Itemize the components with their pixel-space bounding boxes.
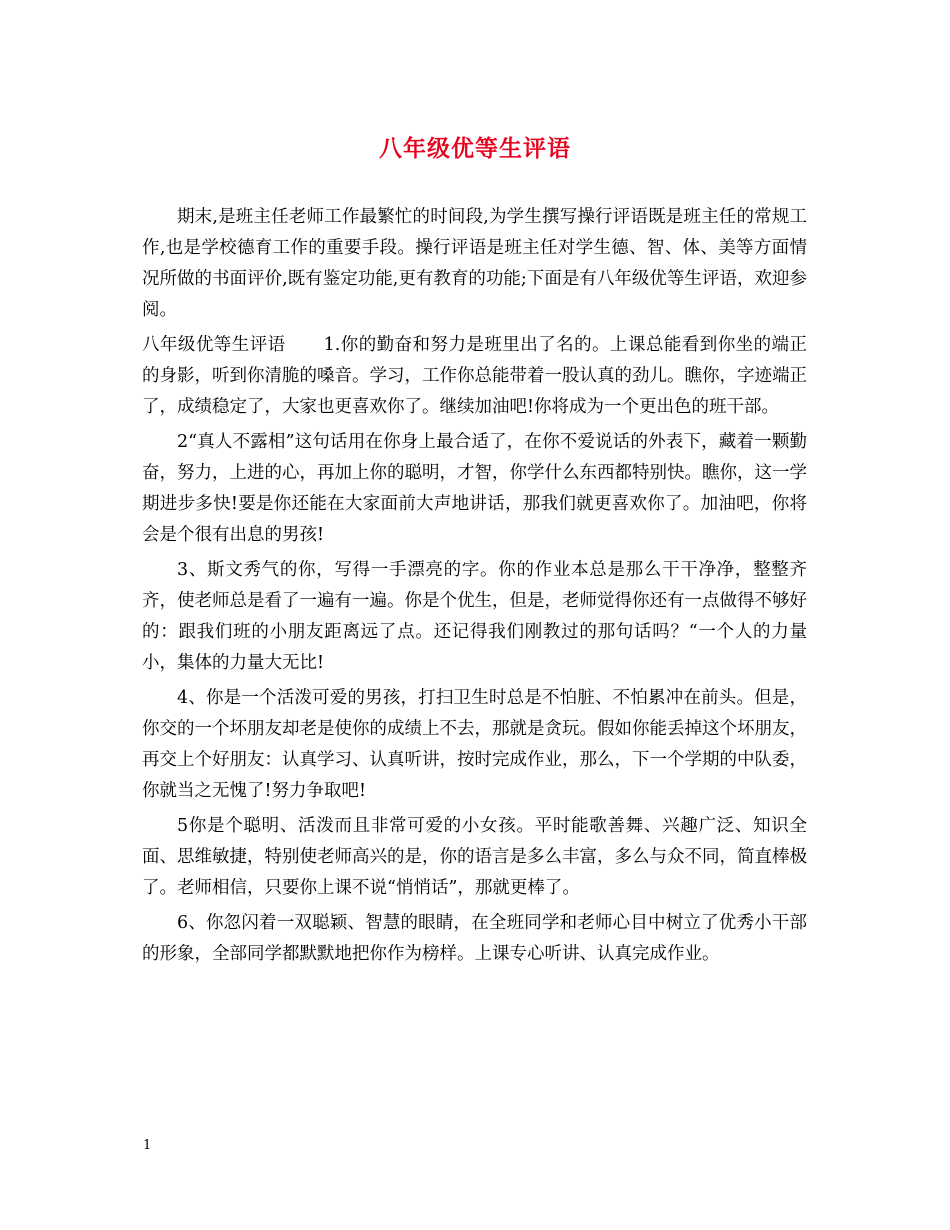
comment-6: 6、你忽闪着一双聪颖、智慧的眼睛，在全班同学和老师心目中树立了优秀小干部的形象，全部同学都默默地把你作为榜样。上课专心听讲、认真完成作业。 xyxy=(142,913,807,964)
section-heading: 八年级优等生评语 xyxy=(142,335,286,355)
comment-1: 1.你的勤奋和努力是班里出了名的。上课总能看到你坐的端正的身影，听到你清脆的嗓音。学习，工作你总能带着一股认真的劲儿。瞧你，字迹端正了，成绩稳定了，大家也更喜欢你了。继续加油吧!你将成为一个更出色的班干部。 xyxy=(142,335,808,417)
comment-3: 3、斯文秀气的你，写得一手漂亮的字。你的作业本总是那么干干净净，整整齐齐，使老师总是看了一遍有一遍。你是个优生，但是，老师觉得你还有一点做得不够好的：跟我们班的小朋友距离远了点。还记得我们刚教过的那句话吗？“一个人的力量小，集体的力量大无比! xyxy=(142,560,807,673)
comment-2: 2“真人不露相”这句话用在你身上最合适了，在你不爱说话的外表下，藏着一颗勤奋，努力，上进的心，再加上你的聪明，才智，你学什么东西都特别快。瞧你，这一学期进步多快!要是你还能在大家面前大声地讲话，那我们就更喜欢你了。加油吧，你将会是个很有出息的男孩! xyxy=(142,432,807,545)
comment-5: 5你是个聪明、活泼而且非常可爱的小女孩。平时能歌善舞、兴趣广泛、知识全面、思维敏捷，特别使老师高兴的是，你的语言是多么丰富，多么与众不同，简直棒极了。老师相信，只要你上课不说“悄悄话”，那就更棒了。 xyxy=(142,816,807,898)
comment-4: 4、你是一个活泼可爱的男孩，打扫卫生时总是不怕脏、不怕累冲在前头。但是，你交的一个坏朋友却老是使你的成绩上不去，那就是贪玩。假如你能丢掉这个坏朋友，再交上个好朋友：认真学习、认真听讲，按时完成作业，那么，下一个学期的中队委，你就当之无愧了!努力争取吧! xyxy=(142,688,807,801)
intro-paragraph: 期末,是班主任老师工作最繁忙的时间段,为学生撰写操行评语既是班主任的常规工作,也是学校德育工作的重要手段。操行评语是班主任对学生德、智、体、美等方面情况所做的书面评价,既有鉴定功能,更有教育的功能;下面是有八年级优等生评语，欢迎参阅。 xyxy=(142,207,807,320)
first-comment-paragraph xyxy=(142,330,807,423)
document-body xyxy=(142,202,807,974)
page-number: 1 xyxy=(143,1138,152,1153)
document-title: 八年级优等生评语 xyxy=(379,135,571,162)
